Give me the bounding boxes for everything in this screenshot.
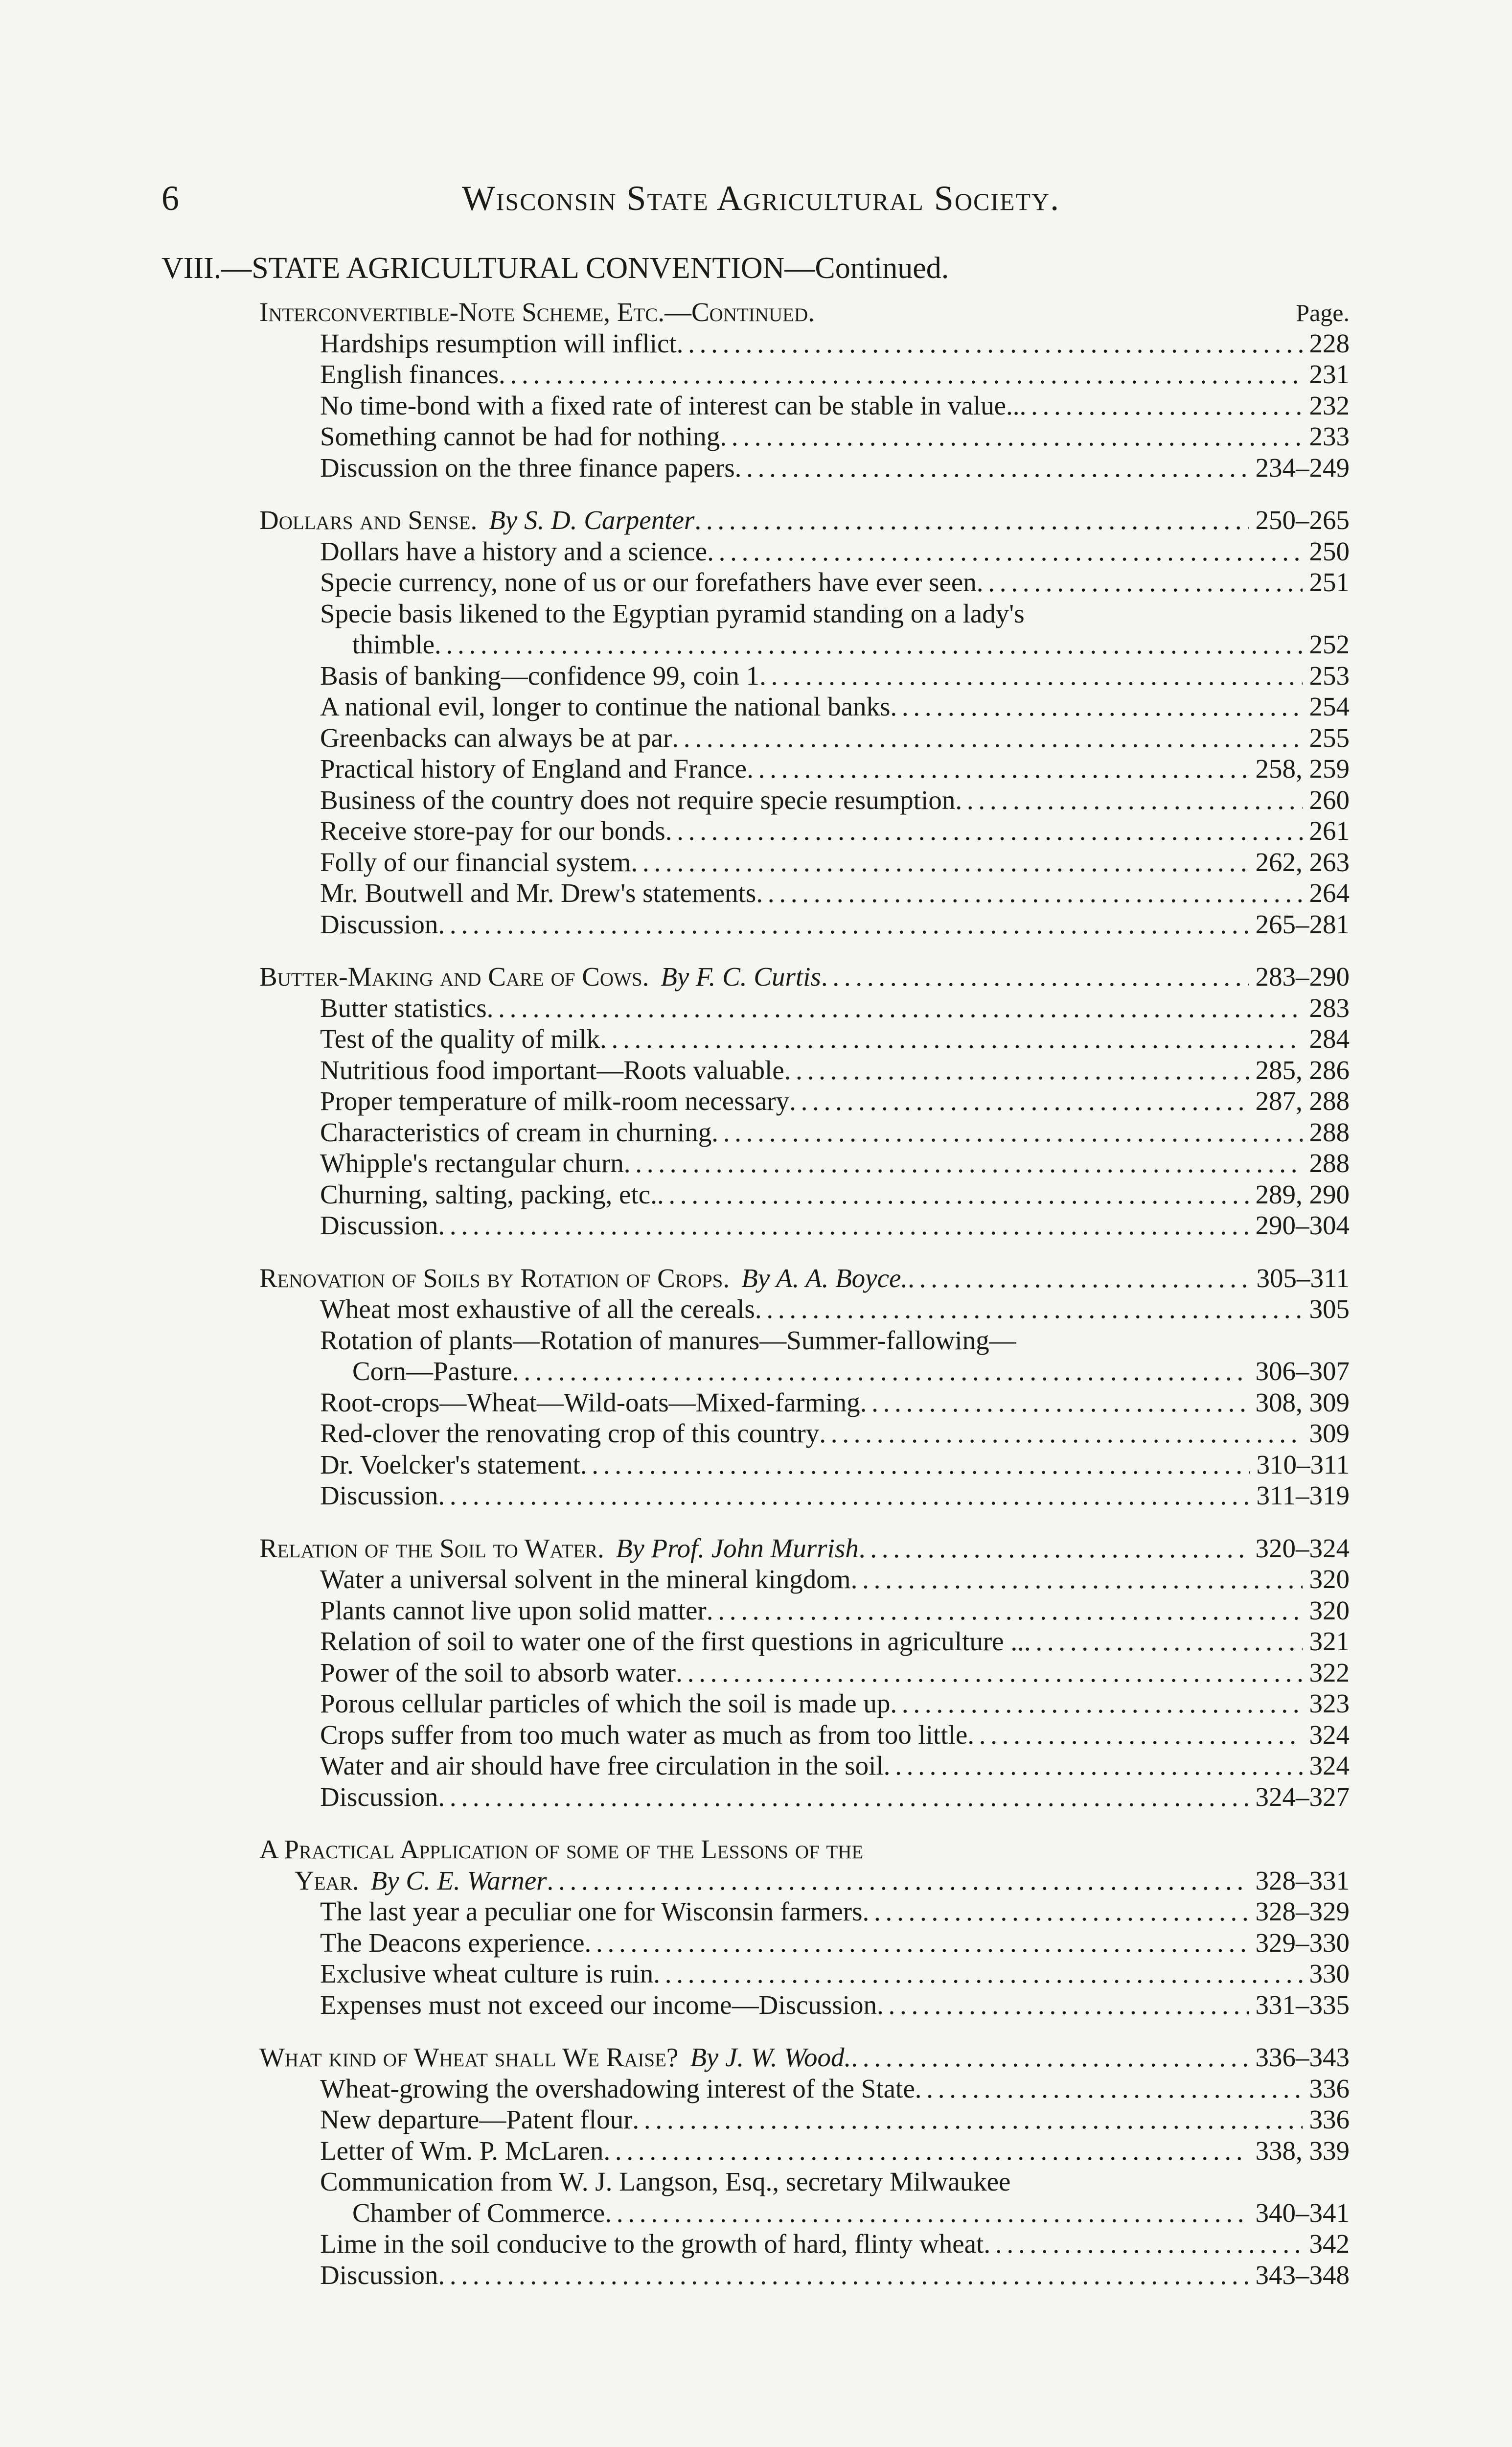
entry-title: Mr. Boutwell and Mr. Drew's statements <box>320 878 756 908</box>
dot-leader <box>984 2228 1302 2260</box>
toc-section <box>259 2042 1350 2290</box>
section-pages: 305–311 <box>1256 1263 1350 1293</box>
toc-entry <box>259 660 1350 692</box>
entry-title: Crops suffer from too much water as much as from too little <box>320 1719 968 1750</box>
section-title: Relation of the Soil to Water. By Prof. John Murrish <box>259 1533 859 1563</box>
dot-leader <box>784 1055 1249 1086</box>
toc-entry <box>259 359 1350 390</box>
entry-title: The Deacons experience <box>320 1927 585 1958</box>
entry-title: Butter statistics <box>320 993 487 1023</box>
dot-leader <box>735 452 1249 484</box>
entry-pages: 336 <box>1309 2104 1350 2134</box>
entry-pages: 343–348 <box>1255 2260 1350 2290</box>
toc-entry <box>259 1210 1350 1241</box>
entry-pages: 338, 339 <box>1255 2135 1350 2166</box>
section-heading <box>259 1834 1350 1865</box>
section-pages: 283–290 <box>1255 962 1350 992</box>
dot-leader <box>624 1148 1303 1179</box>
dot-leader <box>435 629 1302 660</box>
section-heading <box>259 1263 1350 1294</box>
dot-leader <box>908 1263 1249 1294</box>
toc-entry <box>259 1085 1350 1117</box>
entry-title: Practical history of England and France <box>320 754 747 784</box>
toc-entry <box>259 1927 1350 1959</box>
section-title: Renovation of Soils by Rotation of Crops. By A. A. Boyce. <box>259 1263 908 1293</box>
entry-pages: 234–249 <box>1255 452 1350 483</box>
toc-entry <box>259 1293 1350 1325</box>
dot-leader <box>676 1657 1302 1688</box>
entry-pages: 323 <box>1309 1688 1350 1718</box>
dot-leader <box>851 1564 1303 1595</box>
dot-leader <box>1024 1626 1303 1657</box>
toc-entry <box>259 567 1350 598</box>
entry-pages: 287, 288 <box>1255 1086 1350 1116</box>
toc-section <box>259 1533 1350 1813</box>
entry-title: Business of the country does not require specie resumption <box>320 785 956 815</box>
toc-entry <box>259 328 1350 359</box>
toc-entry <box>259 452 1350 484</box>
entry-title: No time-bond with a fixed rate of interest can be stable in value.. <box>320 390 1020 420</box>
entry-title: thimble <box>352 629 435 659</box>
dot-leader <box>884 1750 1303 1781</box>
dot-leader <box>438 909 1248 940</box>
entry-title: Power of the soil to absorb water <box>320 1657 676 1687</box>
entry-title: Specie basis likened to the Egyptian pyramid standing on a lady's <box>320 598 1025 628</box>
entry-pages: 252 <box>1309 629 1350 659</box>
toc-entry <box>259 1719 1350 1751</box>
section-heading-line <box>259 294 1350 328</box>
section-title: What kind of Wheat shall We Raise? By J. W. Wood. <box>259 2042 851 2072</box>
dot-leader <box>977 567 1303 598</box>
dot-leader <box>789 1085 1248 1117</box>
dot-leader <box>512 1356 1249 1387</box>
entry-title: Discussion <box>320 2260 438 2290</box>
entry-title: English finances <box>320 359 499 389</box>
entry-pages: 320 <box>1309 1595 1350 1625</box>
toc-section <box>259 1834 1350 2020</box>
entry-pages: 258, 259 <box>1255 754 1350 784</box>
dot-leader <box>438 2260 1248 2291</box>
toc-entry <box>259 691 1350 722</box>
toc-entry <box>259 1564 1350 1595</box>
entry-title: Something cannot be had for nothing <box>320 421 720 451</box>
toc-section <box>259 294 1350 483</box>
toc-entry <box>259 1023 1350 1055</box>
toc-entry <box>259 1325 1350 1356</box>
entry-title: Nutritious food important—Roots valuable <box>320 1055 784 1085</box>
entry-pages: 340–341 <box>1255 2197 1350 2228</box>
entry-pages: 336 <box>1309 2073 1350 2103</box>
dot-leader <box>759 660 1302 692</box>
entry-pages: 251 <box>1309 567 1350 597</box>
toc-entry <box>259 877 1350 909</box>
entry-title: Test of the quality of milk <box>320 1024 600 1054</box>
entry-title: Greenbacks can always be at par <box>320 722 672 753</box>
section-heading <box>259 297 1296 328</box>
entry-title: Specie currency, none of us or our forefathers have ever seen <box>320 567 977 597</box>
dot-leader <box>755 1293 1303 1325</box>
entry-pages: 290–304 <box>1255 1210 1350 1240</box>
part-heading: VIII.—STATE AGRICULTURAL CONVENTION—Continued. <box>161 252 949 285</box>
entry-pages: 324–327 <box>1255 1781 1350 1812</box>
toc-entry <box>259 1688 1350 1719</box>
toc-entry <box>259 2166 1350 2197</box>
entry-pages: 311–319 <box>1256 1480 1350 1510</box>
entry-title: Expenses must not exceed our income—Discussion <box>320 1989 877 2020</box>
toc-entry <box>259 2073 1350 2104</box>
entry-pages: 250 <box>1309 536 1350 566</box>
toc-entry <box>259 1356 1350 1387</box>
toc-section <box>259 505 1350 940</box>
toc-entry <box>259 1387 1350 1418</box>
dot-leader <box>487 993 1303 1024</box>
toc-entry <box>259 993 1350 1024</box>
toc-entry <box>259 753 1350 785</box>
section-author: By J. W. Wood. <box>690 2042 851 2072</box>
section-pages: 320–324 <box>1255 1533 1350 1563</box>
toc-section <box>259 1263 1350 1511</box>
dot-leader <box>955 785 1302 816</box>
entry-pages: 342 <box>1309 2229 1350 2259</box>
entry-pages: 331–335 <box>1255 1989 1350 2020</box>
entry-pages: 289, 290 <box>1255 1179 1350 1209</box>
entry-title: Corn—Pasture <box>352 1356 512 1386</box>
entry-pages: 321 <box>1309 1626 1350 1656</box>
running-head <box>161 174 1360 223</box>
toc-entry <box>259 2260 1350 2291</box>
page-column-label: Page. <box>1296 299 1350 326</box>
entry-pages: 324 <box>1309 1719 1350 1750</box>
toc-entry <box>259 1148 1350 1179</box>
entry-title: Dr. Voelcker's statement <box>320 1449 580 1479</box>
entry-pages: 328–329 <box>1255 1896 1350 1926</box>
running-title: Wisconsin State Agricultural Society. <box>461 179 1060 218</box>
dot-leader <box>585 1927 1249 1959</box>
entry-pages: 231 <box>1309 359 1350 389</box>
entry-title: Exclusive wheat culture is ruin <box>320 1959 654 1988</box>
section-author: By A. A. Boyce. <box>741 1263 908 1293</box>
entry-title: Water a universal solvent in the mineral kingdom <box>320 1564 851 1594</box>
entry-title: Characteristics of cream in churning <box>320 1117 712 1147</box>
toc-entry <box>259 536 1350 567</box>
entry-title: Folly of our financial system <box>320 847 631 877</box>
dot-leader <box>600 1023 1302 1055</box>
entry-pages: 305 <box>1309 1294 1350 1324</box>
dot-leader <box>890 1688 1302 1719</box>
entry-title: Discussion <box>320 909 438 939</box>
dot-leader <box>877 1989 1249 2021</box>
dot-leader <box>677 328 1303 359</box>
entry-pages: 329–330 <box>1255 1927 1350 1958</box>
toc-entry <box>259 1595 1350 1626</box>
toc-entry <box>259 1626 1350 1657</box>
entry-title: A national evil, longer to continue the national banks <box>320 692 891 721</box>
dot-leader <box>819 1418 1302 1449</box>
entry-title: Discussion <box>320 1781 438 1812</box>
entry-pages: 308, 309 <box>1255 1387 1350 1417</box>
dot-leader <box>915 2073 1303 2104</box>
entry-title: Red-clover the renovating crop of this country <box>320 1418 820 1448</box>
section-author: By Prof. John Murrish <box>616 1533 859 1563</box>
toc-entry <box>259 390 1350 421</box>
dot-leader <box>694 505 1248 536</box>
dot-leader <box>851 2042 1248 2073</box>
entry-pages: 283 <box>1309 993 1350 1023</box>
dot-leader <box>665 815 1303 847</box>
dot-leader <box>672 722 1302 754</box>
entry-title: Discussion on the three finance papers <box>320 452 735 483</box>
entry-pages: 253 <box>1309 660 1350 691</box>
toc-entry <box>259 629 1350 660</box>
entry-pages: 261 <box>1309 816 1350 846</box>
section-title: Interconvertible-Note Scheme, Etc.—Continued. <box>259 297 815 327</box>
section-heading <box>259 961 1350 993</box>
toc-entry <box>259 1958 1350 1989</box>
dot-leader <box>438 1781 1248 1813</box>
toc-entry <box>259 847 1350 878</box>
toc-entry <box>259 1750 1350 1781</box>
toc-entry <box>259 421 1350 452</box>
dot-leader <box>890 691 1302 722</box>
toc-entry <box>259 2197 1350 2229</box>
dot-leader <box>1020 390 1303 421</box>
dot-leader <box>747 753 1248 785</box>
entry-title: Rotation of plants—Rotation of manures—Summer-fallowing— <box>320 1325 1016 1355</box>
dot-leader <box>860 1387 1249 1418</box>
section-pages: 250–265 <box>1255 505 1350 535</box>
dot-leader <box>438 1210 1248 1241</box>
section-heading <box>259 505 1350 536</box>
section-author: By S. D. Carpenter <box>489 505 695 535</box>
entry-pages: 306–307 <box>1255 1356 1350 1386</box>
section-heading <box>259 1865 1350 1896</box>
entry-title: Wheat-growing the overshadowing interest of the State <box>320 2073 915 2103</box>
dot-leader <box>707 1595 1303 1626</box>
entry-title: Hardships resumption will inflict <box>320 328 677 358</box>
dot-leader <box>821 961 1249 993</box>
entry-title: Chamber of Commerce <box>352 2197 605 2228</box>
entry-pages: 265–281 <box>1255 909 1350 939</box>
entry-pages: 288 <box>1309 1117 1350 1147</box>
toc-entry <box>259 1179 1350 1210</box>
section-pages: 328–331 <box>1255 1865 1350 1895</box>
entry-title: Discussion <box>320 1210 438 1240</box>
toc-entry <box>259 1480 1350 1511</box>
section-heading <box>259 1533 1350 1564</box>
section-author: By F. C. Curtis <box>661 962 821 992</box>
entry-title: New departure—Patent flour <box>320 2104 633 2134</box>
entry-title: Lime in the soil conducive to the growth of hard, flinty wheat <box>320 2229 984 2259</box>
dot-leader <box>580 1449 1250 1480</box>
section-pages: 336–343 <box>1255 2042 1350 2072</box>
entry-pages: 330 <box>1309 1959 1350 1988</box>
entry-title: Whipple's rectangular churn <box>320 1148 624 1178</box>
entry-title: The last year a peculiar one for Wisconsin farmers <box>320 1896 863 1926</box>
dot-leader <box>499 359 1302 390</box>
entry-title: Proper temperature of milk-room necessary <box>320 1086 790 1116</box>
entry-pages: 264 <box>1309 878 1350 908</box>
entry-pages: 285, 286 <box>1255 1055 1350 1085</box>
toc-entry <box>259 2135 1350 2167</box>
dot-leader <box>438 1480 1249 1511</box>
entry-pages: 254 <box>1309 692 1350 721</box>
entry-pages: 309 <box>1309 1418 1350 1448</box>
entry-pages: 262, 263 <box>1255 847 1350 877</box>
toc-entry <box>259 1989 1350 2021</box>
toc-entry <box>259 909 1350 940</box>
section-author: By C. E. Warner <box>370 1865 547 1895</box>
section-title: Year. By C. E. Warner <box>295 1865 547 1895</box>
entry-title: Discussion <box>320 1480 438 1510</box>
entry-pages: 288 <box>1309 1148 1350 1178</box>
toc-entry <box>259 1781 1350 1813</box>
entry-pages: 260 <box>1309 785 1350 815</box>
entry-pages: 310–311 <box>1256 1449 1350 1479</box>
dot-leader <box>967 1719 1302 1751</box>
entry-pages: 324 <box>1309 1751 1350 1780</box>
entry-title: Root-crops—Wheat—Wild-oats—Mixed-farming <box>320 1387 860 1417</box>
entry-title: Relation of soil to water one of the first questions in agriculture .. <box>320 1626 1024 1656</box>
dot-leader <box>605 2197 1248 2229</box>
toc-entry <box>259 598 1350 629</box>
entry-title: Plants cannot live upon solid matter <box>320 1595 707 1625</box>
dot-leader <box>653 1958 1302 1989</box>
toc-entry <box>259 785 1350 816</box>
entry-pages: 255 <box>1309 722 1350 753</box>
toc-entry <box>259 1657 1350 1688</box>
section-heading <box>259 2042 1350 2073</box>
section-title: Butter-Making and Care of Cows. By F. C. Curtis <box>259 962 821 992</box>
entry-title: Dollars have a history and a science <box>320 536 708 566</box>
entry-pages: 322 <box>1309 1657 1350 1687</box>
toc-entry <box>259 1418 1350 1449</box>
toc-section <box>259 961 1350 1241</box>
dot-leader <box>547 1865 1249 1896</box>
toc-entry <box>259 722 1350 754</box>
entry-title: Wheat most exhaustive of all the cereals <box>320 1294 755 1324</box>
dot-leader <box>707 536 1302 567</box>
page-number: 6 <box>161 179 180 218</box>
dot-leader <box>859 1533 1249 1564</box>
entry-title: Water and air should have free circulation in the soil <box>320 1751 884 1780</box>
dot-leader <box>632 2104 1302 2135</box>
entry-title: Receive store-pay for our bonds <box>320 816 665 846</box>
entry-pages: 233 <box>1309 421 1350 451</box>
entry-pages: 284 <box>1309 1024 1350 1054</box>
entry-title: Letter of Wm. P. McLaren <box>320 2135 604 2166</box>
dot-leader <box>756 877 1302 909</box>
toc-entry <box>259 2228 1350 2260</box>
dot-leader <box>631 847 1248 878</box>
entry-pages: 232 <box>1309 390 1350 420</box>
entry-title: Basis of banking—confidence 99, coin 1 <box>320 660 760 691</box>
toc-entry <box>259 1055 1350 1086</box>
entry-title: Communication from W. J. Langson, Esq., secretary Milwaukee <box>320 2167 1011 2196</box>
dot-leader <box>603 2135 1248 2167</box>
toc-entry <box>259 1449 1350 1480</box>
dot-leader <box>657 1179 1249 1210</box>
dot-leader <box>863 1896 1249 1927</box>
section-title: Dollars and Sense. By S. D. Carpenter <box>259 505 695 535</box>
entry-title: Porous cellular particles of which the soil is made up <box>320 1688 891 1718</box>
entry-pages: 320 <box>1309 1564 1350 1594</box>
entry-title: Churning, salting, packing, etc. <box>320 1179 657 1209</box>
toc-entry <box>259 815 1350 847</box>
entry-pages: 228 <box>1309 328 1350 358</box>
dot-leader <box>720 421 1302 452</box>
toc-entry <box>259 1117 1350 1148</box>
toc-entry <box>259 2104 1350 2135</box>
dot-leader <box>711 1117 1302 1148</box>
toc-entry <box>259 1896 1350 1927</box>
section-title: A Practical Application of some of the Lessons of the <box>259 1834 864 1864</box>
table-of-contents <box>259 294 1350 2312</box>
